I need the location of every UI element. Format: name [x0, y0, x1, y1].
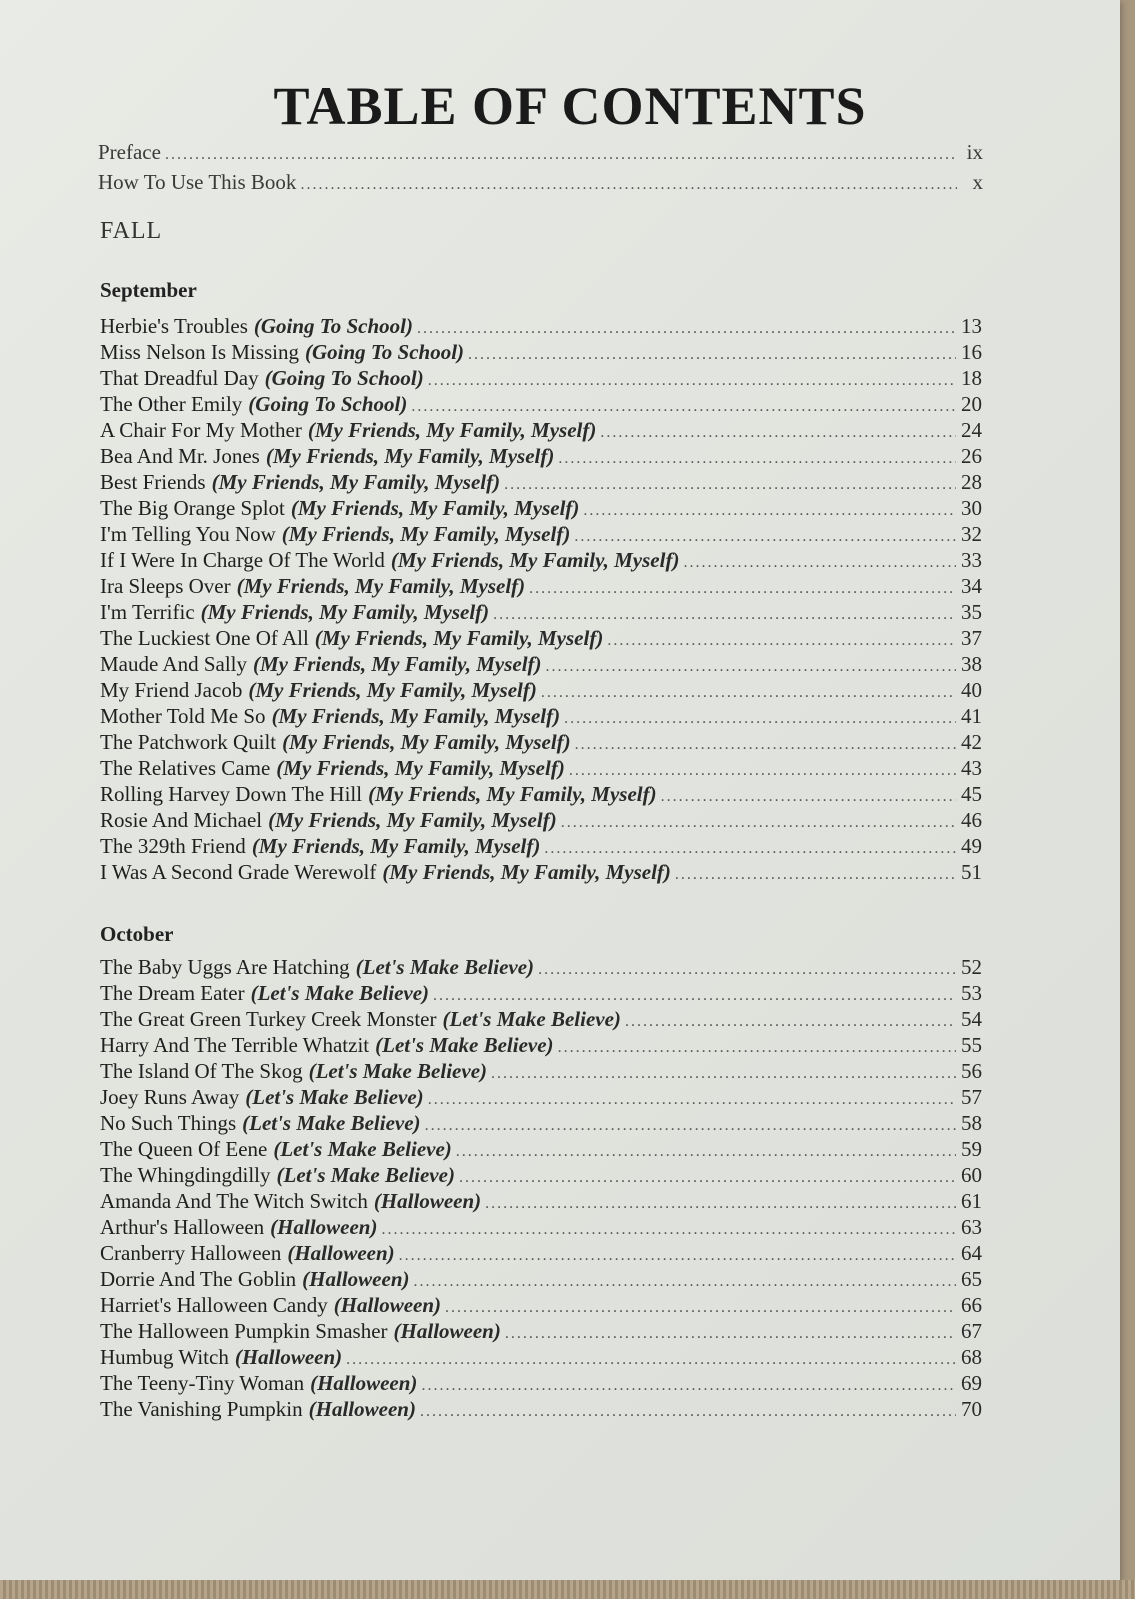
leader-dots	[625, 1013, 956, 1031]
toc-entry	[100, 652, 982, 678]
entry-title: The Other Emily	[100, 392, 243, 416]
leader-dots	[564, 710, 956, 728]
toc-entry	[100, 1319, 982, 1345]
entry-title: My Friend Jacob	[100, 678, 243, 702]
entry-title: Ira Sleeps Over	[100, 574, 231, 598]
leader-dots	[165, 146, 957, 164]
entry-title: How To Use This Book	[98, 170, 297, 194]
leader-dots	[445, 1299, 956, 1317]
entry-title: Mother Told Me So	[100, 704, 266, 728]
page-number: 54	[961, 1007, 982, 1031]
entry-theme: (Let's Make Believe)	[276, 1163, 455, 1187]
leader-dots	[546, 658, 956, 676]
entry-theme: (Let's Make Believe)	[355, 955, 535, 979]
entry-title: Harry And The Terrible Whatzit	[100, 1033, 370, 1057]
entry-theme: (My Friends, My Family, Myself)	[200, 600, 490, 624]
entry-theme: (My Friends, My Family, Myself)	[236, 574, 526, 598]
leader-dots	[504, 476, 956, 494]
leader-dots	[459, 1169, 956, 1187]
entry-title: Amanda And The Witch Switch	[100, 1189, 368, 1213]
toc-entry	[100, 704, 982, 730]
entry-theme: (Halloween)	[302, 1267, 410, 1291]
entry-title: The Queen Of Eene	[100, 1137, 268, 1161]
entry-theme: (Going To School)	[253, 314, 413, 338]
toc-entry	[100, 808, 982, 834]
leader-dots	[607, 632, 956, 650]
entry-title: Bea And Mr. Jones	[100, 444, 260, 468]
leader-dots	[468, 346, 956, 364]
leader-dots	[600, 424, 956, 442]
toc-entry	[100, 574, 982, 600]
page-number: 45	[961, 782, 982, 806]
toc-entry	[100, 418, 982, 444]
entry-title: Maude And Sally	[100, 652, 247, 676]
october-entries	[100, 955, 982, 1423]
entry-theme: (My Friends, My Family, Myself)	[282, 730, 571, 754]
entry-title: Best Friends	[100, 470, 206, 494]
toc-entry	[100, 600, 982, 626]
entry-theme: (Let's Make Believe)	[242, 1111, 421, 1135]
toc-entry	[100, 756, 982, 782]
toc-entry	[100, 730, 982, 756]
page-number: 70	[961, 1397, 982, 1421]
leader-dots	[505, 1325, 956, 1343]
toc-entry	[100, 981, 982, 1007]
toc-entry	[100, 1137, 982, 1163]
leader-dots	[346, 1351, 956, 1369]
entry-theme: (My Friends, My Family, Myself)	[253, 652, 542, 676]
leader-dots	[428, 1091, 956, 1109]
page-number: 18	[961, 366, 982, 390]
page-number: 64	[961, 1241, 982, 1265]
page-number: 59	[961, 1137, 982, 1161]
leader-dots	[411, 398, 956, 416]
entry-theme: (Let's Make Believe)	[442, 1007, 621, 1031]
page-number: 52	[961, 955, 982, 979]
entry-title: Herbie's Troubles	[100, 314, 248, 338]
leader-dots	[425, 1117, 956, 1135]
leader-dots	[428, 372, 956, 390]
toc-entry	[100, 1059, 982, 1085]
leader-dots	[541, 684, 956, 702]
entry-title: The Patchwork Quilt	[100, 730, 277, 754]
entry-title: The Luckiest One Of All	[100, 626, 309, 650]
entry-theme: (Halloween)	[373, 1189, 482, 1213]
leader-dots	[300, 176, 957, 194]
leader-dots	[661, 788, 956, 806]
entry-title: Preface	[98, 140, 161, 164]
entry-theme: (My Friends, My Family, Myself)	[211, 470, 501, 494]
entry-theme: (My Friends, My Family, Myself)	[314, 626, 604, 650]
entry-title: Arthur's Halloween	[100, 1215, 265, 1239]
page-number: 58	[961, 1111, 982, 1135]
page-number: 65	[961, 1267, 982, 1291]
toc-entry	[100, 1293, 982, 1319]
page-number: 67	[961, 1319, 982, 1343]
month-heading-september: September	[100, 278, 197, 302]
entry-theme: (My Friends, My Family, Myself)	[268, 808, 557, 832]
leader-dots	[433, 987, 956, 1005]
entry-title: The Great Green Turkey Creek Monster	[100, 1007, 437, 1031]
entry-title: The Dream Eater	[100, 981, 245, 1005]
page-number: 34	[961, 574, 982, 598]
toc-entry	[100, 1397, 982, 1423]
toc-entry	[100, 496, 982, 522]
toc-entry	[100, 626, 982, 652]
page-number: 35	[961, 600, 982, 624]
leader-dots	[575, 736, 956, 754]
entry-title: No Such Things	[100, 1111, 237, 1135]
entry-title: The Big Orange Splot	[100, 496, 285, 520]
entry-theme: (Halloween)	[270, 1215, 378, 1239]
toc-entry	[100, 782, 982, 808]
front-matter	[98, 140, 983, 200]
page-title: TABLE OF CONTENTS	[273, 76, 867, 136]
toc-entry	[100, 1163, 982, 1189]
leader-dots	[558, 450, 956, 468]
toc-entry	[100, 1033, 982, 1059]
leader-dots	[683, 554, 956, 572]
toc-entry	[100, 470, 982, 496]
entry-title: Rosie And Michael	[100, 808, 263, 832]
entry-title: Dorrie And The Goblin	[100, 1267, 297, 1291]
page-number: 30	[961, 496, 982, 520]
entry-theme: (Halloween)	[234, 1345, 343, 1369]
toc-entry	[100, 1345, 982, 1371]
entry-title: I Was A Second Grade Werewolf	[100, 860, 377, 884]
toc-entry	[100, 444, 982, 470]
september-entries	[100, 314, 982, 886]
entry-theme: (Let's Make Believe)	[250, 981, 430, 1005]
page-number: 60	[961, 1163, 982, 1187]
entry-title: The Halloween Pumpkin Smasher	[100, 1319, 388, 1343]
entry-theme: (My Friends, My Family, Myself)	[368, 782, 657, 806]
entry-theme: (My Friends, My Family, Myself)	[307, 418, 597, 442]
page-number: 51	[961, 860, 982, 884]
entry-title: A Chair For My Mother	[100, 418, 302, 442]
toc-entry	[100, 522, 982, 548]
leader-dots	[491, 1065, 956, 1083]
page-number: 61	[961, 1189, 982, 1213]
leader-dots	[399, 1247, 956, 1265]
page-number: 57	[961, 1085, 982, 1109]
entry-theme: (My Friends, My Family, Myself)	[290, 496, 580, 520]
entry-theme: (My Friends, My Family, Myself)	[265, 444, 555, 468]
page-number: 63	[961, 1215, 982, 1239]
page-number: 41	[961, 704, 982, 728]
entry-title: Miss Nelson Is Missing	[100, 340, 299, 364]
leader-dots	[574, 528, 956, 546]
page-number: 24	[961, 418, 982, 442]
entry-title: The Baby Uggs Are Hatching	[100, 955, 350, 979]
page-number: 43	[961, 756, 982, 780]
entry-title: Humbug Witch	[100, 1345, 229, 1369]
toc-entry	[100, 1215, 982, 1241]
leader-dots	[456, 1143, 956, 1161]
entry-theme: (Halloween)	[310, 1371, 418, 1395]
toc-entry	[100, 392, 982, 418]
page-number: 26	[961, 444, 982, 468]
toc-entry	[100, 834, 982, 860]
entry-theme: (My Friends, My Family, Myself)	[276, 756, 565, 780]
page-number: 66	[961, 1293, 982, 1317]
toc-entry	[100, 1007, 982, 1033]
entry-theme: (Let's Make Believe)	[273, 1137, 452, 1161]
page-number: 37	[961, 626, 982, 650]
entry-theme: (Halloween)	[333, 1293, 442, 1317]
toc-entry	[100, 1267, 982, 1293]
page-number: ix	[966, 140, 983, 164]
page-number: 42	[961, 730, 982, 754]
leader-dots	[529, 580, 956, 598]
entry-theme: (My Friends, My Family, Myself)	[271, 704, 561, 728]
toc-entry	[100, 1371, 982, 1397]
leader-dots	[493, 606, 956, 624]
page-number: 20	[961, 392, 982, 416]
toc-entry	[100, 314, 982, 340]
season-heading: FALL	[100, 218, 163, 244]
page-number: 53	[961, 981, 982, 1005]
leader-dots	[558, 1039, 956, 1057]
leader-dots	[414, 1273, 957, 1291]
page-number: 46	[961, 808, 982, 832]
entry-theme: (My Friends, My Family, Myself)	[248, 678, 537, 702]
entry-theme: (Going To School)	[248, 392, 408, 416]
page-number: 56	[961, 1059, 982, 1083]
entry-theme: (My Friends, My Family, Myself)	[251, 834, 541, 858]
entry-title: I'm Terrific	[100, 600, 195, 624]
entry-title: The Whingdingdilly	[100, 1163, 271, 1187]
toc-entry	[100, 366, 982, 392]
entry-theme: (Halloween)	[308, 1397, 416, 1421]
entry-theme: (Halloween)	[287, 1241, 395, 1265]
leader-dots	[420, 1403, 956, 1421]
leader-dots	[583, 502, 956, 520]
page-number: 13	[961, 314, 982, 338]
page-number: 69	[961, 1371, 982, 1395]
page-number: 28	[961, 470, 982, 494]
page-number: x	[972, 170, 983, 194]
toc-entry	[100, 1241, 982, 1267]
front-matter-item	[98, 140, 983, 170]
toc-entry	[100, 955, 982, 981]
entry-theme: (My Friends, My Family, Myself)	[390, 548, 680, 572]
toc-entry	[100, 860, 982, 886]
entry-title: I'm Telling You Now	[100, 522, 276, 546]
page-number: 40	[961, 678, 982, 702]
entry-title: Harriet's Halloween Candy	[100, 1293, 328, 1317]
page-number: 32	[961, 522, 982, 546]
leader-dots	[485, 1195, 956, 1213]
toc-entry	[100, 548, 982, 574]
entry-theme: (Let's Make Believe)	[308, 1059, 488, 1083]
entry-theme: (Let's Make Believe)	[375, 1033, 554, 1057]
page-number: 55	[961, 1033, 982, 1057]
entry-theme: (Let's Make Believe)	[245, 1085, 424, 1109]
entry-theme: (My Friends, My Family, Myself)	[382, 860, 671, 884]
toc-entry	[100, 678, 982, 704]
toc-entry	[100, 1085, 982, 1111]
leader-dots	[421, 1377, 956, 1395]
front-matter-item	[98, 170, 983, 200]
entry-theme: (My Friends, My Family, Myself)	[281, 522, 571, 546]
page-number: 38	[961, 652, 982, 676]
month-heading-october: October	[100, 922, 174, 946]
page-number: 16	[961, 340, 982, 364]
toc-entry	[100, 1189, 982, 1215]
page-number: 33	[961, 548, 982, 572]
entry-title: The 329th Friend	[100, 834, 246, 858]
leader-dots	[381, 1221, 956, 1239]
entry-title: Rolling Harvey Down The Hill	[100, 782, 363, 806]
entry-title: If I Were In Charge Of The World	[100, 548, 385, 572]
entry-title: The Island Of The Skog	[100, 1059, 303, 1083]
leader-dots	[561, 814, 956, 832]
leader-dots	[538, 961, 956, 979]
leader-dots	[675, 866, 956, 884]
entry-title: The Relatives Came	[100, 756, 271, 780]
toc-entry	[100, 340, 982, 366]
entry-theme: (Going To School)	[304, 340, 465, 364]
background-surface	[0, 1580, 1135, 1599]
entry-theme: (Halloween)	[393, 1319, 501, 1343]
entry-title: Joey Runs Away	[100, 1085, 240, 1109]
toc-entry	[100, 1111, 982, 1137]
page-number: 68	[961, 1345, 982, 1369]
entry-title: The Vanishing Pumpkin	[100, 1397, 303, 1421]
leader-dots	[544, 840, 956, 858]
page-number: 49	[961, 834, 982, 858]
entry-title: The Teeny-Tiny Woman	[100, 1371, 305, 1395]
entry-title: Cranberry Halloween	[100, 1241, 282, 1265]
entry-theme: (Going To School)	[264, 366, 424, 390]
leader-dots	[417, 320, 956, 338]
entry-title: That Dreadful Day	[100, 366, 259, 390]
leader-dots	[569, 762, 956, 780]
